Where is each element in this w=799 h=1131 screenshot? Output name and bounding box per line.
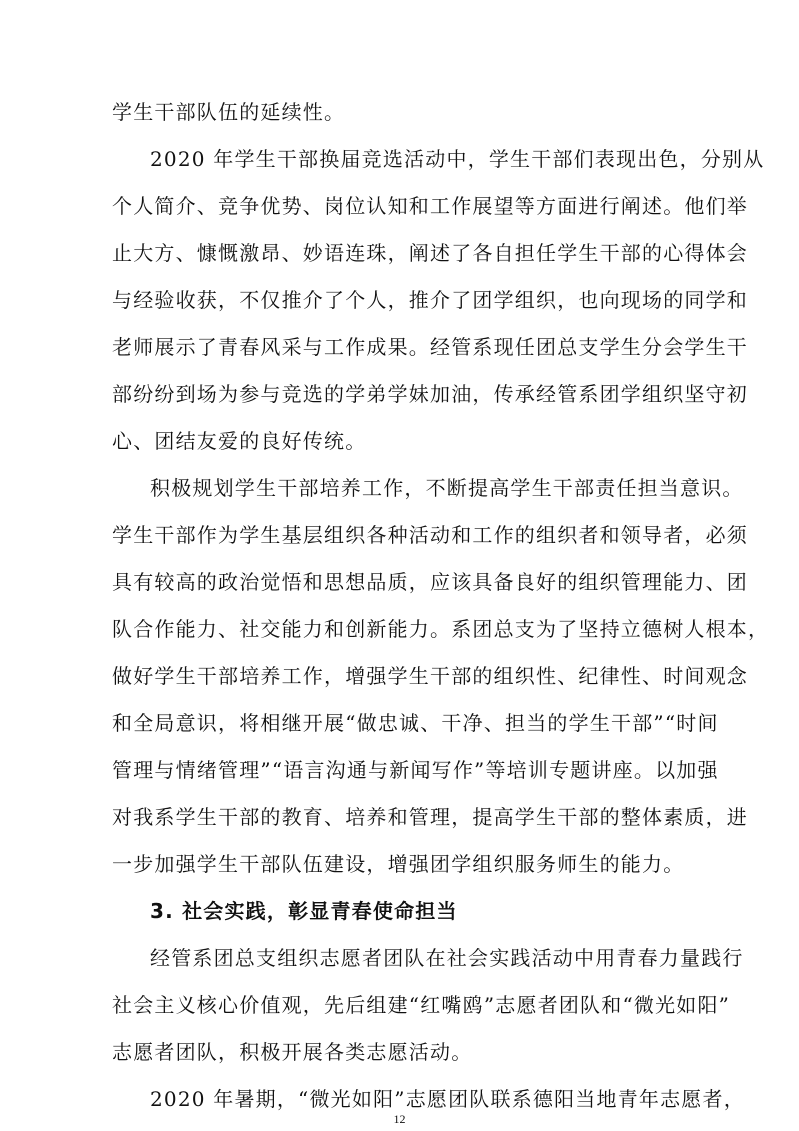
- paragraph-line: 一步加强学生干部队伍建设，增强团学组织服务师生的能力。: [112, 852, 685, 876]
- paragraph-line: 与经验收获，不仅推介了个人，推介了团学组织，也向现场的同学和: [112, 288, 748, 312]
- paragraph-line: 管理与情绪管理”“语言沟通与新闻写作”等培训专题讲座。以加强: [112, 758, 719, 782]
- paragraph-line: 和全局意识，将相继开展“做忠诚、干净、担当的学生干部”“时间: [112, 711, 719, 735]
- paragraph-line: 做好学生干部培养工作，增强学生干部的组织性、纪律性、时间观念: [112, 664, 748, 688]
- paragraph-line: 志愿者团队，积极开展各类志愿活动。: [112, 1040, 473, 1064]
- paragraph-line: 经管系团总支组织志愿者团队在社会实践活动中用青春力量践行: [150, 946, 744, 970]
- paragraph-line: 社会主义核心价值观，先后组建“红嘴鸥”志愿者团队和“微光如阳”: [112, 993, 731, 1017]
- paragraph-line: 老师展示了青春风采与工作成果。经管系现任团总支学生分会学生干: [112, 335, 748, 359]
- page-number: 12: [393, 1112, 406, 1126]
- paragraph-line: 止大方、慷慨激昂、妙语连珠，阐述了各自担任学生干部的心得体会: [112, 241, 748, 265]
- paragraph-line: 个人简介、竞争优势、岗位认知和工作展望等方面进行阐述。他们举: [112, 194, 748, 218]
- section-heading: 3. 社会实践，彰显青春使命担当: [150, 899, 458, 923]
- paragraph-line: 具有较高的政治觉悟和思想品质，应该具备良好的组织管理能力、团: [112, 570, 748, 594]
- paragraph-line: 学生干部队伍的延续性。: [112, 100, 346, 124]
- paragraph-line: 学生干部作为学生基层组织各种活动和工作的组织者和领导者，必须: [112, 523, 748, 547]
- paragraph-line: 积极规划学生干部培养工作，不断提高学生干部责任担当意识。: [150, 476, 744, 500]
- paragraph-line: 2020 年学生干部换届竞选活动中，学生干部们表现出色，分别从: [150, 147, 765, 171]
- paragraph-line: 对我系学生干部的教育、培养和管理，提高学生干部的整体素质，进: [112, 805, 748, 829]
- paragraph-line: 2020 年暑期，“微光如阳”志愿团队联系德阳当地青年志愿者，: [150, 1087, 745, 1111]
- paragraph-line: 队合作能力、社交能力和创新能力。系团总支为了坚持立德树人根本，: [112, 617, 770, 641]
- paragraph-line: 部纷纷到场为参与竞选的学弟学妹加油，传承经管系团学组织坚守初: [112, 382, 748, 406]
- paragraph-line: 心、团结友爱的良好传统。: [112, 429, 367, 453]
